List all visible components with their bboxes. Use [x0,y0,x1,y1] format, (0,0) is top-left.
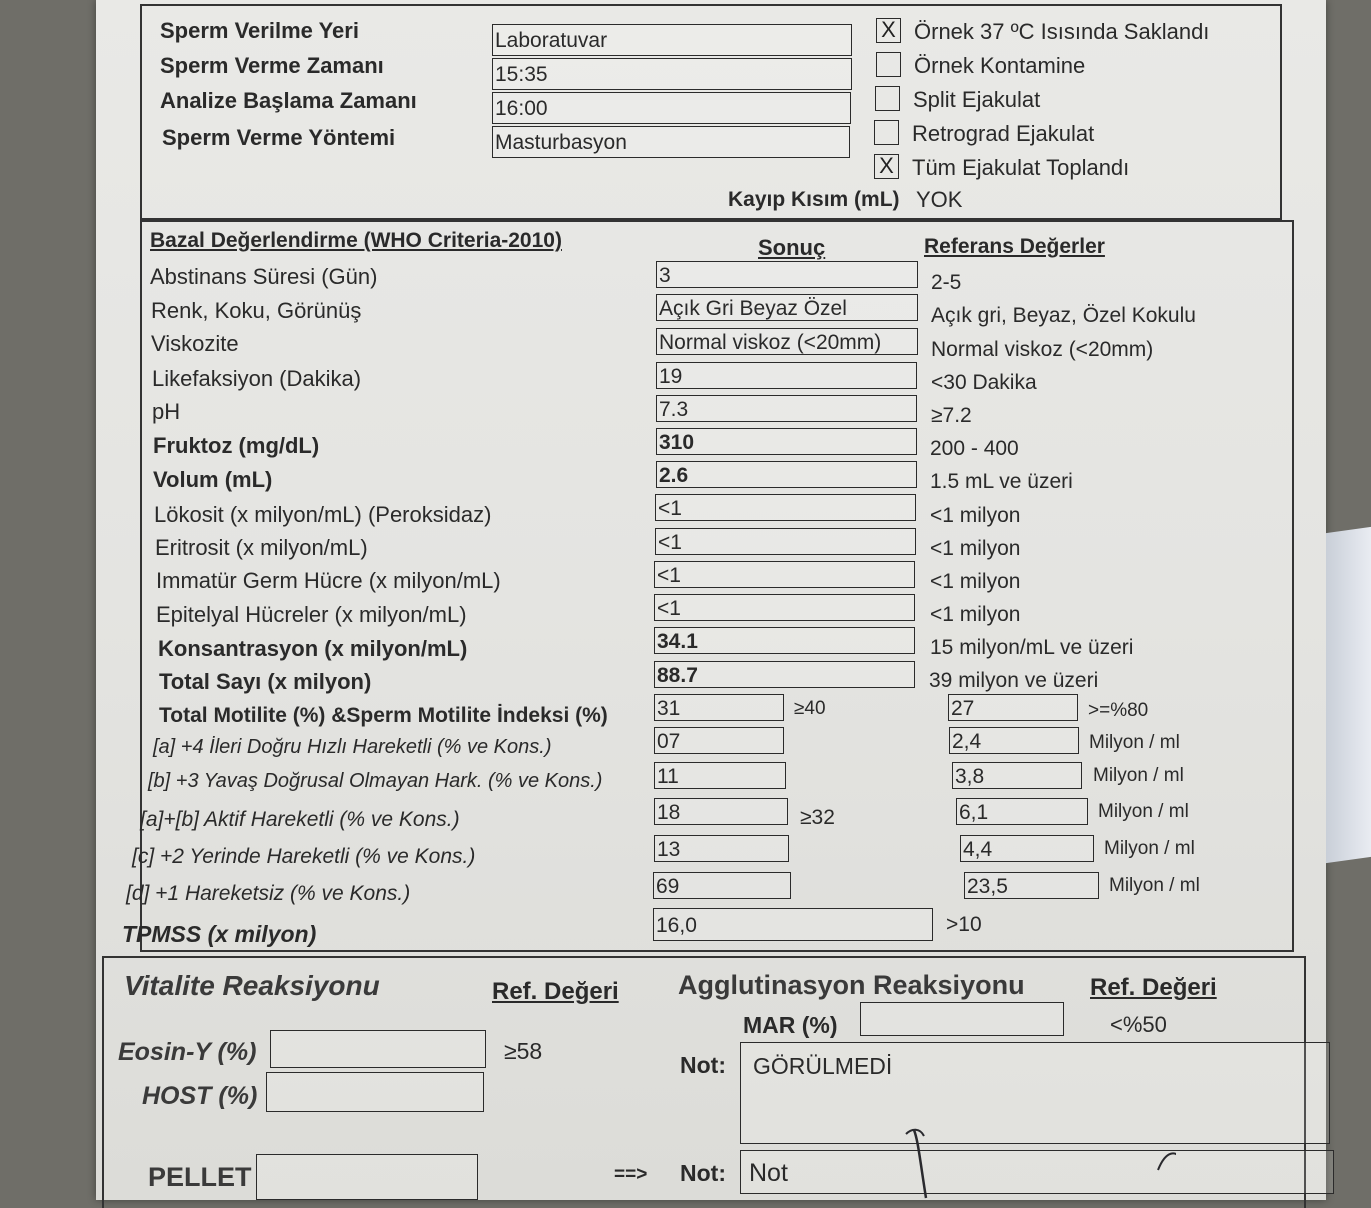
result-epitelyal[interactable]: <1 [654,594,915,621]
kons-motil-c[interactable]: 4,4 [960,835,1094,862]
row-label-fruktoz: Fruktoz (mg/dL) [153,433,320,458]
analiz-zamani-field[interactable]: 16:00 [492,92,851,124]
pellet-label: PELLET [148,1162,252,1192]
row-label-motil-a: [a] +4 İleri Doğru Hızlı Hareketli (% ve Kons.) [153,736,552,758]
referans-header: Referans Değerler [924,235,1105,258]
result-total-motilite[interactable]: 31 [654,694,784,721]
checkbox-37c[interactable]: X [876,18,901,43]
checkbox-label-tum-ejakulat: Tüm Ejakulat Toplandı [912,155,1130,180]
ref-konsantrasyon: 15 milyon/mL ve üzeri [930,636,1134,659]
vitalite-title: Vitalite Reaksiyonu [124,970,380,1001]
row-label-tpmss: TPMSS (x milyon) [122,921,317,947]
field-label-verme-zamani: Sperm Verme Zamanı [160,53,384,78]
row-label-eritrosit: Eritrosit (x milyon/mL) [155,535,368,560]
verilme-yeri-field[interactable]: Laboratuvar [492,24,852,56]
row-label-renk: Renk, Koku, Görünüş [151,298,362,323]
result-eritrosit[interactable]: <1 [655,528,916,555]
result-konsantrasyon[interactable]: 34.1 [654,627,915,654]
result-likefaksiyon[interactable]: 19 [656,362,917,389]
not-value: GÖRÜLMEDİ [753,1053,893,1079]
index-total-motilite[interactable]: 27 [948,694,1078,721]
ref-motil-ab: ≥32 [800,806,835,829]
kons-motil-b[interactable]: 3,8 [952,762,1082,789]
checkbox-tum-ejakulat[interactable]: X [874,154,899,179]
row-label-lokosit: Lökosit (x milyon/mL) (Peroksidaz) [154,502,492,527]
row-label-likefaksiyon: Likefaksiyon (Dakika) [152,366,362,391]
row-label-abstinans: Abstinans Süresi (Gün) [150,264,378,289]
checkbox-split[interactable] [875,86,900,111]
eosin-label: Eosin-Y (%) [118,1038,257,1066]
ref-likefaksiyon: <30 Dakika [931,371,1037,394]
result-tpmss[interactable]: 16,0 [653,908,933,941]
row-label-ph: pH [152,399,181,424]
ref-abstinans: 2-5 [931,271,962,294]
result-ph[interactable]: 7.3 [656,395,917,422]
arrow-indicator: ==> [614,1164,648,1185]
result-motil-d[interactable]: 69 [653,872,791,899]
background-page-edge [1326,527,1371,863]
verme-zamani-field[interactable]: 15:35 [492,58,852,90]
unit-motil-c: Milyon / ml [1104,838,1195,859]
checkbox-label-37c: Örnek 37 ºC Isısında Saklandı [914,19,1210,44]
not2-value: Not [749,1159,788,1187]
row-label-volum: Volum (mL) [153,467,273,492]
checkbox-kontamine[interactable] [876,52,901,77]
checkbox-label-split: Split Ejakulat [913,87,1041,112]
result-motil-c[interactable]: 13 [654,835,789,862]
sonuc-header: Sonuç [758,235,826,260]
result-renk[interactable]: Açık Gri Beyaz Özel [656,294,918,321]
host-field[interactable] [266,1072,484,1112]
checkbox-label-retrograd: Retrograd Ejakulat [912,121,1095,146]
bazal-heading: Bazal Değerlendirme (WHO Criteria-2010) [150,229,562,252]
pellet-field[interactable] [256,1154,478,1200]
result-total-sayi[interactable]: 88.7 [654,661,915,688]
ref-tpmss: >10 [946,913,982,936]
kayip-label: Kayıp Kısım (mL) [728,188,900,211]
not-label: Not: [680,1052,726,1078]
vitalite-ref-label: Ref. Değeri [492,978,619,1005]
result-viskozite[interactable]: Normal viskoz (<20mm) [656,328,918,355]
ref-eritrosit: <1 milyon [930,537,1021,560]
kons-motil-a[interactable]: 2,4 [949,727,1079,754]
ref-total-motilite: ≥40 [794,698,826,719]
result-fruktoz[interactable]: 310 [656,428,917,455]
row-label-total-motilite: Total Motilite (%) &Sperm Motilite İndeksi (%) [159,704,608,727]
unit-total-motilite: >=%80 [1088,700,1149,721]
result-abstinans[interactable]: 3 [656,261,918,288]
result-volum[interactable]: 2.6 [656,461,917,488]
ref-fruktoz: 200 - 400 [930,437,1019,460]
row-label-motil-b: [b] +3 Yavaş Doğrusal Olmayan Hark. (% ve Kons.) [148,770,603,792]
unit-motil-a: Milyon / ml [1089,732,1180,753]
row-label-total-sayi: Total Sayı (x milyon) [159,669,372,694]
row-label-motil-ab: [a]+[b] Aktif Hareketli (% ve Kons.) [140,808,460,831]
agglutinasyon-ref-label: Ref. Değeri [1090,974,1217,1001]
kayip-value: YOK [916,187,963,212]
not2-label: Not: [680,1160,726,1186]
kons-motil-d[interactable]: 23,5 [964,872,1099,899]
mar-label: MAR (%) [743,1012,838,1038]
unit-motil-ab: Milyon / ml [1098,801,1189,822]
checkbox-label-kontamine: Örnek Kontamine [914,53,1086,78]
ref-ph: ≥7.2 [931,404,972,427]
ref-viskozite: Normal viskoz (<20mm) [931,338,1154,361]
kons-motil-ab[interactable]: 6,1 [956,798,1088,825]
result-lokosit[interactable]: <1 [655,494,916,521]
ref-total-sayi: 39 milyon ve üzeri [929,669,1099,692]
checkbox-retrograd[interactable] [874,120,899,145]
unit-motil-d: Milyon / ml [1109,875,1200,896]
field-label-verme-yontemi: Sperm Verme Yöntemi [162,125,396,150]
ref-immatur: <1 milyon [930,570,1021,593]
result-motil-b[interactable]: 11 [654,762,786,789]
row-label-konsantrasyon: Konsantrasyon (x milyon/mL) [158,636,468,661]
result-motil-ab[interactable]: 18 [654,798,788,825]
row-label-viskozite: Viskozite [151,331,239,356]
row-label-epitelyal: Epitelyal Hücreler (x milyon/mL) [156,602,467,627]
agglutinasyon-title: Agglutinasyon Reaksiyonu [678,970,1025,1000]
eosin-ref: ≥58 [504,1038,543,1064]
ref-epitelyal: <1 milyon [930,603,1021,626]
result-immatur[interactable]: <1 [654,561,915,588]
row-label-immatur: Immatür Germ Hücre (x milyon/mL) [156,568,501,593]
unit-motil-b: Milyon / ml [1093,765,1184,786]
row-label-motil-d: [d] +1 Hareketsiz (% ve Kons.) [126,882,411,905]
verme-yontemi-field[interactable]: Masturbasyon [492,126,850,158]
ref-lokosit: <1 milyon [930,504,1021,527]
field-label-verilme-yeri: Sperm Verilme Yeri [160,18,359,43]
ref-volum: 1.5 mL ve üzeri [930,470,1073,493]
row-label-motil-c: [c] +2 Yerinde Hareketli (% ve Kons.) [132,845,476,868]
mar-ref: <%50 [1110,1012,1167,1037]
field-label-analiz-zamani: Analize Başlama Zamanı [160,88,417,113]
pen-signature-stroke [896,1120,1176,1200]
report-sheet [96,0,1326,1200]
result-motil-a[interactable]: 07 [654,727,784,754]
ref-renk: Açık gri, Beyaz, Özel Kokulu [931,304,1196,327]
mar-field[interactable] [860,1002,1064,1036]
host-label: HOST (%) [142,1082,258,1110]
eosin-field[interactable] [270,1030,486,1068]
